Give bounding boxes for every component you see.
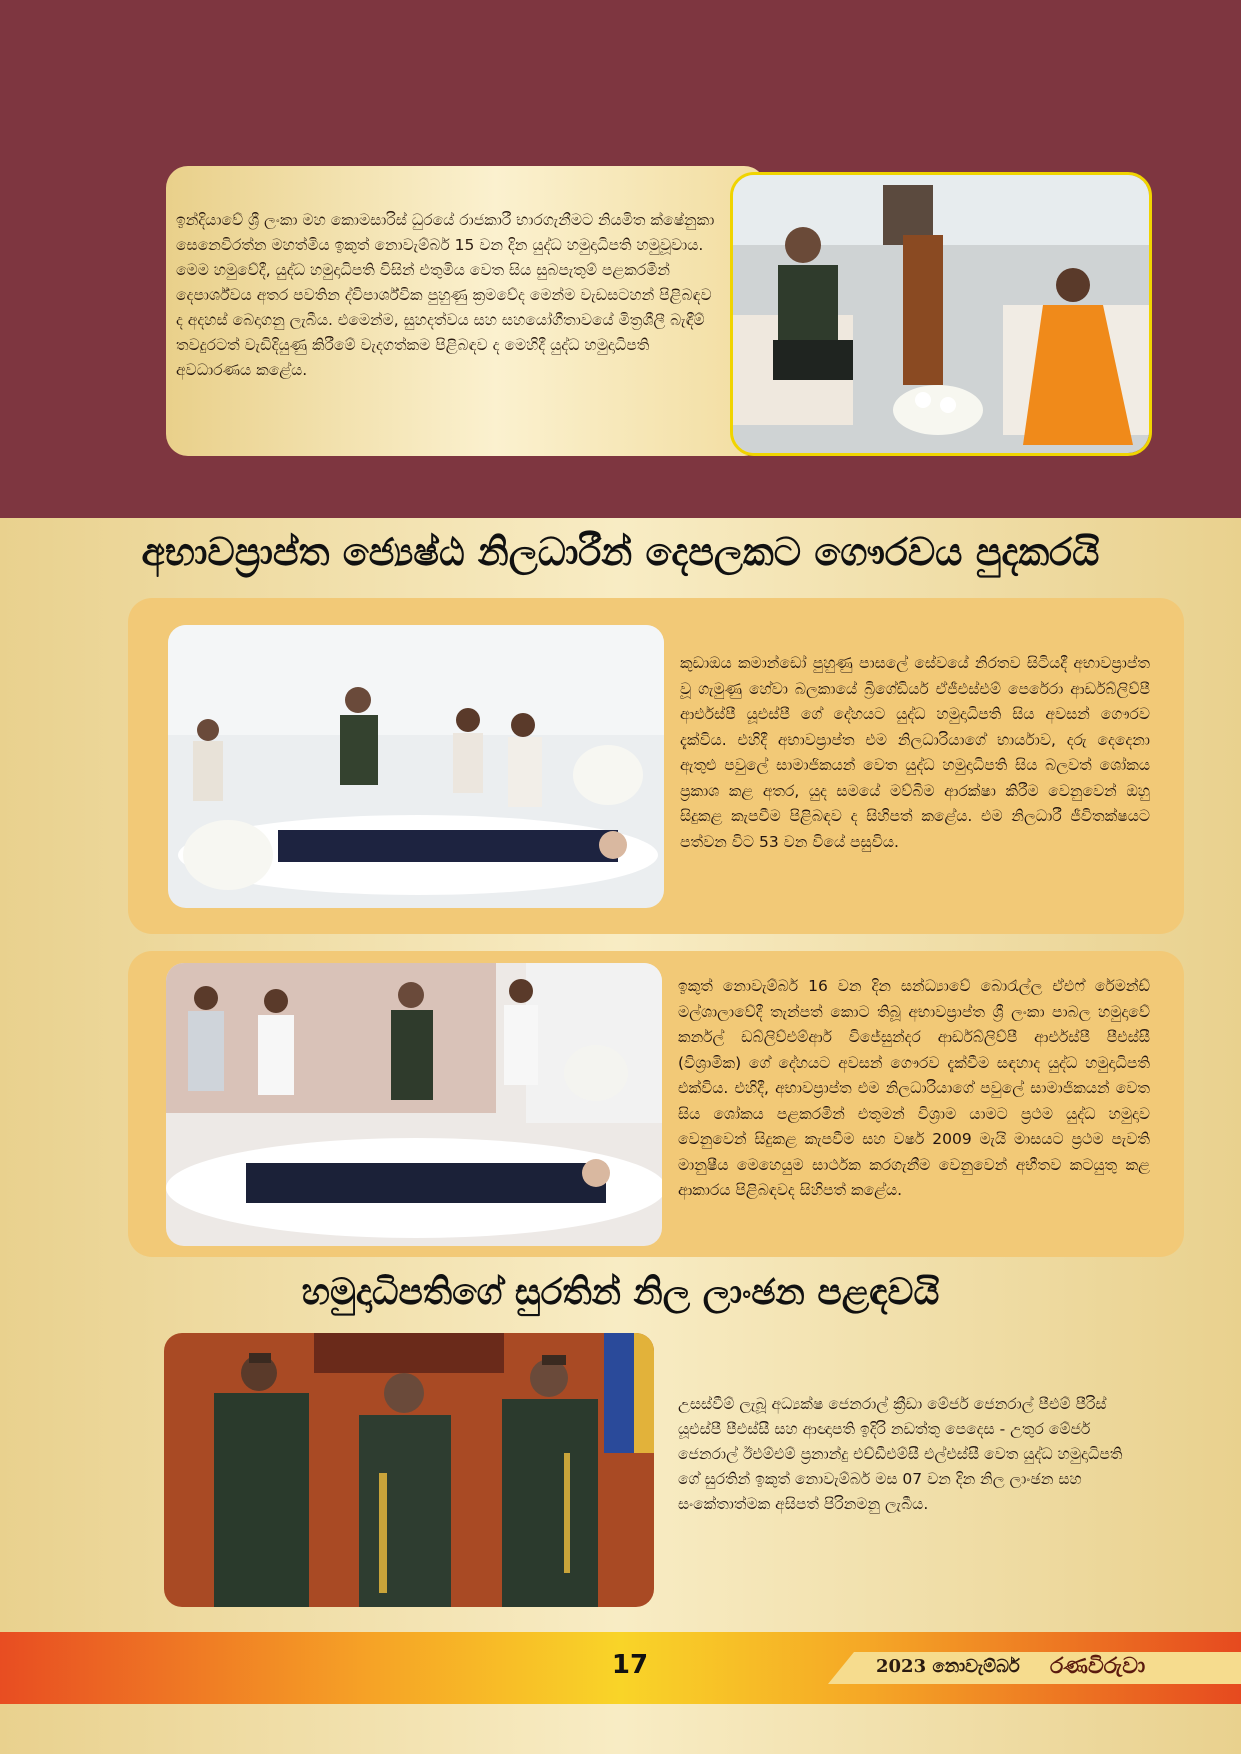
magazine-logo: රණවිරුවා [1050, 1653, 1146, 1679]
section-title-tribute: අභාවප්‍රාප්ත ජ්‍යෙෂ්ඨ නිලධාරීන් දෙපලකට ගෞරවය පුදකරයි [141, 530, 1100, 574]
issue-date: 2023 නොවැම්බර් [876, 1656, 1020, 1677]
funeral-salute-photo [168, 625, 664, 908]
story2-paragraph: ඉකුත් නොවැම්බර් 16 වන දින සන්ධ්‍යාවේ බොරැල්ල ඒඑෆ් රේමන්ඩ් මල්ශාලාවේදී තැන්පත් කොට තිබූ අභාවප්‍රාප්ත ශ්‍රී ලංකා පාබල හමුදාවේ කර්නල් ඩබ්ලිව්එම්ආර් විජේසුන්දර ආර්ඩබ්ලිව්පී ආර්එස්පී පීඑස්සී (විශ්‍රාමික) ගේ දේහයට අවසන් ගෞරව දැක්වීම සඳහාද යුද්ධ හමුදාධිපති එක්විය. එහිදී, අභාවප්‍රාප්ත එම නිලධාරියාගේ පවුලේ සාමාජිකයන් වෙත සිය ශෝකය පළකරමින් එතුමන් විශ්‍රාම යාමට ප්‍රථම යුද්ධ හමුදාව වෙනුවෙන් සිදුකළ කැපවීම සහ වර්ෂ 2009 මැයි මාසයට ප්‍රථම පැවති මානුෂීය මෙහෙයුම සාර්ථක කරගැනීම වෙනුවෙන් අභීතව කටයුතු කළ ආකාරය පිළිබඳවද සිහිපත් කළේය. [678, 977, 1150, 1199]
story1-paragraph: කුඩාඔය කමාන්ඩෝ පුහුණු පාසලේ සේවයේ නිරතව සිටියදී අභාවප්‍රාප්ත වූ ගැමුණු හේවා බලකායේ බ්‍රිගේඩියර් ඒජීඑස්එම් පෙරේරා ආර්ඩබ්ලිව්පී ආර්එස්පී යූඑස්පී ගේ දේහයට යුද්ධ හමුදාධිපති සිය අවසන් ගෞරව දැක්විය. එහිදී අභාවප්‍රාප්ත එම නිලධාරියාගේ භාර්යාව, දරු දෙදෙනා ඇතුළු පවුලේ සාමාජිකයන් වෙත යුද්ධ හමුදාධිපති සිය බලවත් ශෝකය ප්‍රකාශ කළ අතර, යුද සමයේ මව්බිම ආරක්ෂා කිරීම වෙනුවෙන් ඔහු සිදුකළ කැපවීම පිළිබඳව ද සිහිපත් කළේය. එම නිලධාරී ජීවිතක්ෂයට පත්වන විට 53 වන වියේ පසුවිය. [680, 654, 1150, 851]
funeral-parlour-photo [166, 963, 662, 1246]
page-number: 17 [611, 1650, 649, 1680]
meeting-photo [730, 172, 1152, 456]
insignia-paragraph: උසස්වීම් ලැබූ අධ්‍යක්ෂ ජෙනරාල් ක්‍රීඩා මේජර් ජෙනරාල් පීඑම් පීරිස් යූඑස්පී පීඑස්සී සහ ආඥාපති ඉදිරි නඩත්තු පෙදෙස - උතුර මේජර් ජෙනරාල් ඊඑම්එම් ප්‍රනාන්දු එච්ඩීඑම්සී එල්එස්සී වෙත යුද්ධ හමුදාධිපති ගේ සුරතින් ඉකුත් නොවැම්බර් මස 07 වන දින නිල ලාංඡන සහ සංකේතාත්මක අසිපත් පිරිනමනු ලැබීය. [678, 1395, 1123, 1513]
section-title-insignia: හමුදාධිපතිගේ සුරතින් නිල ලාංඡන පළඳවයි [301, 1272, 940, 1313]
rank-insignia-photo [164, 1333, 654, 1607]
intro-paragraph: ඉන්දියාවේ ශ්‍රී ලංකා මහ කොමසාරිස් ධුරයේ රාජකාරී භාරගැනීමට නියමිත ක්ෂේනුකා සෙනෙවිරත්න මහත්මිය ඉකුත් නොවැම්බර් 15 වන දින යුද්ධ හමුදාධිපති හමුවූවාය. මෙම හමුවේදී, යුද්ධ හමුදාධිපති විසින් එතුමිය වෙත සිය සුබපැතුම් පළකරමින් දෙපාර්ශ්වය අතර පවතින ද්විපාර්ශ්වික පුහුණු ක්‍රමවේද මෙන්ම වැඩසටහන් පිළිබඳව ද අදහස් බෙදාගනු ලැබීය. එමෙන්ම, සුහදත්වය සහ සහයෝගීතාවයේ මිත්‍රශීලී බැඳීම් තවදුරටත් වැඩිදියුණු කිරීමේ වැදගත්කම පිළිබඳව ද මෙහිදී යුද්ධ හමුදාධිපති අවධාරණය කළේය. [176, 211, 715, 379]
